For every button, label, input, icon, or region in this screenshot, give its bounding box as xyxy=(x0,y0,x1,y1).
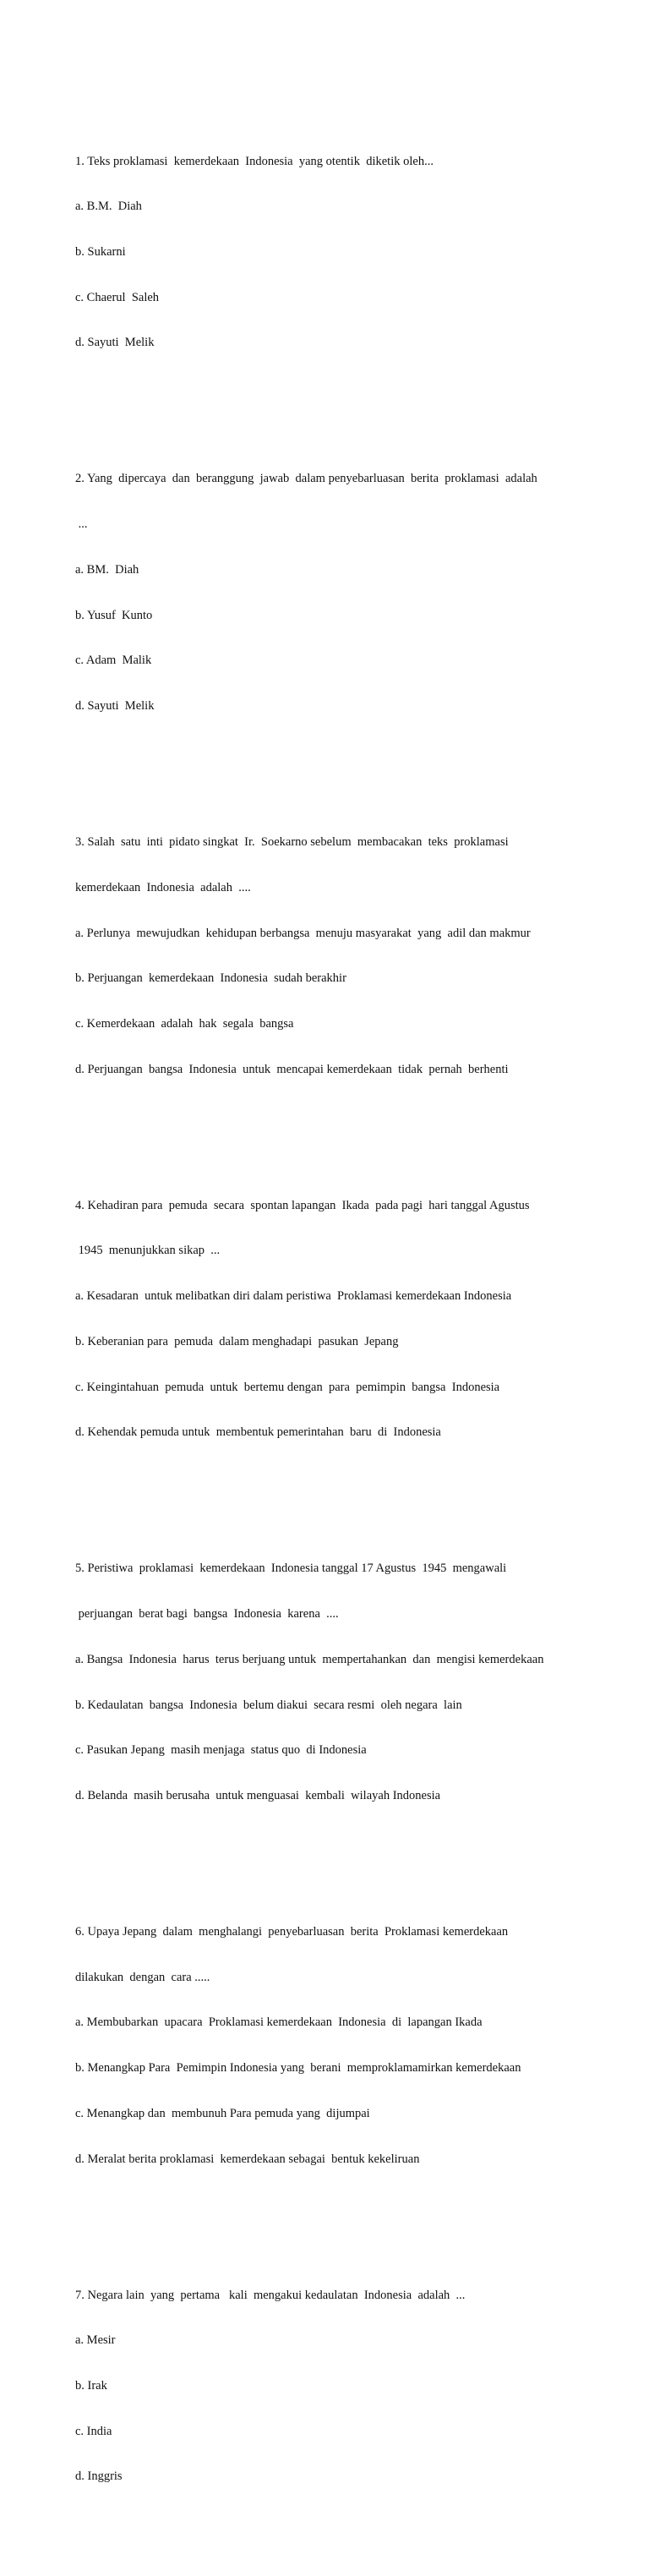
question-3 xyxy=(75,805,582,1108)
option-b: b. Kedaulatan bangsa Indonesia belum diakui secara resmi oleh negara lain xyxy=(75,1698,462,1712)
option-a: a. Bangsa Indonesia harus terus berjuang untuk mempertahankan dan mengisi kemerdekaan xyxy=(75,1652,544,1666)
option-c: c. Keingintahuan pemuda untuk bertemu dengan para pemimpin bangsa Indonesia xyxy=(75,1380,500,1394)
option-d: d. Inggris xyxy=(75,2469,123,2484)
question-stem-continued: 1945 menunjukkan sikap ... xyxy=(75,1244,221,1258)
question-stem: 4. Kehadiran para pemuda secara spontan lapangan Ikada pada pagi hari tanggal Agustus xyxy=(75,1198,530,1212)
question-stem: 1. Teks proklamasi kemerdekaan Indonesia yang otentik diketik oleh... xyxy=(75,154,434,168)
question-stem: 6. Upaya Jepang dalam menghalangi penyebarluasan berita Proklamasi kemerdekaan xyxy=(75,1925,509,1939)
option-d: d. Belanda masih berusaha untuk menguasai kembali wilayah Indonesia xyxy=(75,1788,441,1802)
option-b: b. Yusuf Kunto xyxy=(75,608,153,622)
option-a: a. B.M. Diah xyxy=(75,200,142,214)
option-a: a. BM. Diah xyxy=(75,562,139,577)
option-d: d. Sayuti Melik xyxy=(75,698,155,713)
option-c: c. Adam Malik xyxy=(75,654,152,668)
question-2 xyxy=(75,442,582,745)
question-1 xyxy=(75,124,582,381)
option-a: a. Kesadaran untuk melibatkan diri dalam peristiwa Proklamasi kemerdekaan Indonesia xyxy=(75,1289,512,1304)
option-c: c. Menangkap dan membunuh Para pemuda yang dijumpai xyxy=(75,2106,370,2120)
option-b: b. Menangkap Para Pemimpin Indonesia yang berani memproklamamirkan kemerdekaan xyxy=(75,2061,521,2076)
question-6 xyxy=(75,1895,582,2197)
question-7 xyxy=(75,2258,582,2515)
question-stem-continued: dilakukan dengan cara ..... xyxy=(75,1970,210,1984)
question-stem: 3. Salah satu inti pidato singkat Ir. Soekarno sebelum membacakan teks proklamasi xyxy=(75,835,509,850)
option-c: c. India xyxy=(75,2424,112,2438)
option-a: a. Membubarkan upacara Proklamasi kemerdekaan Indonesia di lapangan Ikada xyxy=(75,2015,483,2030)
question-stem-continued: perjuangan berat bagi bangsa Indonesia karena .... xyxy=(75,1607,339,1622)
question-stem: 7. Negara lain yang pertama kali mengakui kedaulatan Indonesia adalah ... xyxy=(75,2288,466,2302)
question-stem: 2. Yang dipercaya dan beranggung jawab dalam penyebarluasan berita proklamasi adalah xyxy=(75,472,537,486)
option-b: b. Keberanian para pemuda dalam menghadapi pasukan Jepang xyxy=(75,1334,399,1348)
option-c: c. Kemerdekaan adalah hak segala bangsa xyxy=(75,1016,294,1031)
option-b: b. Perjuangan kemerdekaan Indonesia sudah berakhir xyxy=(75,971,346,986)
option-d: d. Sayuti Melik xyxy=(75,336,155,350)
question-5 xyxy=(75,1532,582,1835)
question-stem: 5. Peristiwa proklamasi kemerdekaan Indonesia tanggal 17 Agustus 1945 mengawali xyxy=(75,1561,507,1576)
option-d: d. Meralat berita proklamasi kemerdekaan sebagai bentuk kekeliruan xyxy=(75,2152,420,2166)
option-a: a. Perlunya mewujudkan kehidupan berbangsa menuju masyarakat yang adil dan makmur xyxy=(75,926,531,940)
question-stem-continued: ... xyxy=(75,517,88,532)
option-c: c. Pasukan Jepang masih menjaga status quo di Indonesia xyxy=(75,1743,367,1758)
question-list xyxy=(75,79,582,2576)
option-a: a. Mesir xyxy=(75,2333,116,2348)
option-c: c. Chaerul Saleh xyxy=(75,290,160,304)
option-d: d. Kehendak pemuda untuk membentuk pemerintahan baru di Indonesia xyxy=(75,1425,441,1440)
option-d: d. Perjuangan bangsa Indonesia untuk mencapai kemerdekaan tidak pernah berhenti xyxy=(75,1062,509,1076)
option-b: b. Sukarni xyxy=(75,244,126,259)
question-4 xyxy=(75,1168,582,1471)
question-stem-continued: kemerdekaan Indonesia adalah .... xyxy=(75,880,251,894)
option-b: b. Irak xyxy=(75,2379,107,2393)
